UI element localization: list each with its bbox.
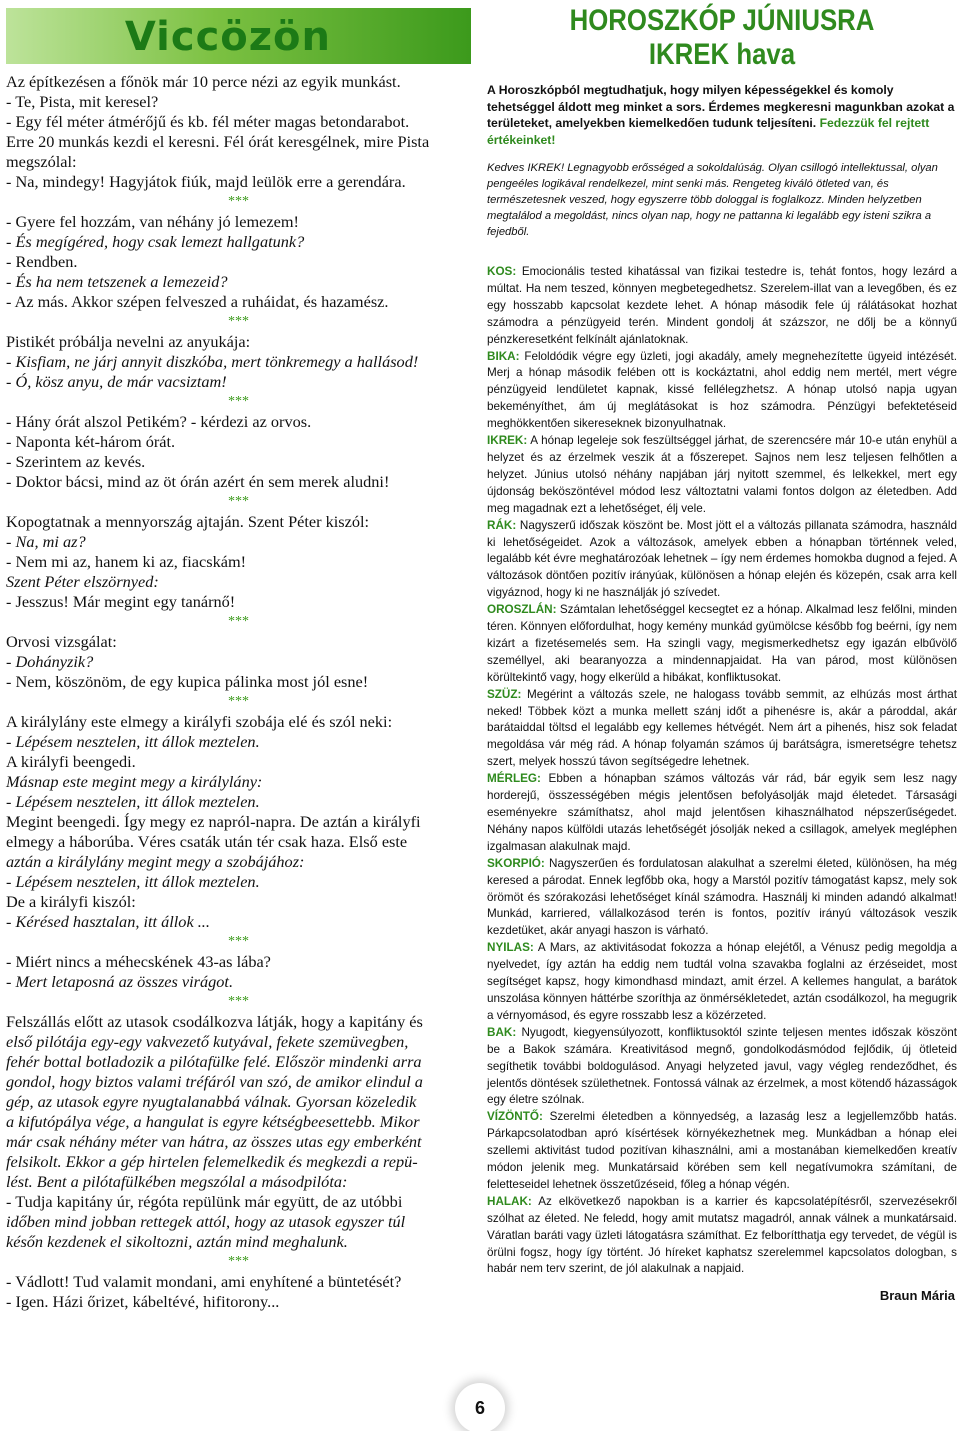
joke-line: Megint beengedi. Így megy ez napról-napra. De aztán a királyfi (6, 812, 421, 831)
sign-text: Szerelmi életedben a könnyedség, a lazaság lesz a legjellemzőbb hatás. Párkapcsolatodban apró kísértések környékezhetnek meg. Munkádban a hónap elei szellemi aktivitást tudod pozitívan kihasználni, ami a mostanában kiemelkedően kreatív módon jelenik meg. Munkatársaid körében sem kell negatívumokra számítani, de feletteseidel lehetnek összetűzéseid, főleg a hónap végén. (487, 1110, 957, 1191)
joke-line: gondol, hogy biztos valami tréfáról van szó, de amikor elindul a (6, 1072, 423, 1091)
joke-line: Erre 20 munkás kezdi el keresni. Fél órát keresgélnek, mire Pista (6, 132, 430, 151)
sign-name: KOS: (487, 265, 517, 278)
joke-line: elmegy a háborúba. Véres csaták után tér csak haza. Első este (6, 832, 408, 851)
joke-line: - Egy fél méter átmérőjű és kb. fél méter magas betondarabot. (6, 112, 410, 131)
joke-line: - Kisfiam, ne járj annyit diszkóba, mert tönkremegy a hallásod! (6, 352, 419, 371)
jokes-column (6, 8, 471, 1312)
separator-stars: *** (228, 934, 249, 949)
joke-line: - Hány órát alszol Petikém? - kérdezi az orvos. (6, 412, 312, 431)
joke-line: - Gyere fel hozzám, van néhány jó lemezem! (6, 212, 299, 231)
sign-name: SZÜZ: (487, 687, 522, 701)
sign-name: IKREK: (487, 434, 528, 448)
joke-line: - Dohányzik? (6, 652, 94, 671)
horoscope-title: HOROSZKÓP JÚNIUSRA (569, 4, 875, 37)
sign-text: A hónap legeleje sok feszültséggel járhat, de szerencsére már 10-e után enyhül a helyzet és az érzelmek veszik át a főszerepet. Sajnos nem lesz teljesen felhőtlen a helyzet. Június utolsó néhány napjában járj nyitott szemmel, és lelkekkel, mert egy újdonság beköszöntével módod lesz változtatni valami fontos dolgon az életedben. Add meg magadnak ezt a lehetőséget, élj vele. (487, 434, 957, 515)
sign-paragraph (487, 264, 957, 349)
sign-text: Ebben a hónapban számos változás vár rád, bár egyik sem lesz nagy horderejű, összességében mégis jelentősen befolyásolják majd életedet. Társasági eseményekre számíthatsz, ahol majd jelentősen kihasználhatod népszerűségedet. Néhány napos külföldi utazás lehetőségét jósolják neked a csillagok, amelyek megléphen izgalmasan alakulnak majd. (487, 772, 957, 853)
joke-line: - Kérésed hasztalan, itt állok ... (6, 912, 210, 931)
sign-name: BIKA: (487, 349, 520, 363)
sign-paragraph (487, 771, 957, 856)
sign-text: Emocionális tested kihatással van fizikai testedre is, tehát fontos, hogy lezárd a múltat. Ha nem teszed, könnyen megbetegedhetsz. Szerelem-illat van a levegőben, és ez egy hosszabb kapcsolat kezdete lehet. A hónap második fele új rálátásokat hozhat számodra a pénzügyeid terén. Mindent gondolj át százszor, ne dőlj be a könnyű pénzkeresetként felkínált ajánlatoknak. (487, 265, 957, 346)
joke-line: - Te, Pista, mit keresel? (6, 92, 159, 111)
joke-line: Felszállás előtt az utasok csodálkozva látják, hogy a kapitány és (6, 1012, 423, 1031)
horoscope-column (487, 0, 957, 1303)
joke-line: fehér bottal botladozik a pilótafülke felé. Először mindenki arra (6, 1052, 422, 1071)
joke-line: - Na, mindegy! Hagyjátok fiúk, majd leülök erre a gerendára. (6, 172, 406, 191)
joke-line: - Naponta két-három órát. (6, 432, 176, 451)
jokes-text (6, 72, 471, 1312)
joke-line: - Lépésem nesztelen, itt állok meztelen. (6, 732, 260, 751)
joke-line: Szent Péter elszörnyed: (6, 572, 159, 591)
sign-name: BAK: (487, 1025, 517, 1039)
sign-paragraph (487, 1109, 957, 1194)
joke-line: A királylány este elmegy a királyfi szobája elé és szól neki: (6, 712, 393, 731)
joke-line: - Vádlott! Tud valamit mondani, ami enyhítené a büntetését? (6, 1272, 402, 1291)
intro-text: A Horoszkópból megtudhatjuk, hogy milyen képességekkel és komoly tehetséggel áldott meg minket a sors. Érdemes megkeresni magunkban azokat a területeket, amelyekben kiemelkedően tudunk teljesíteni. (487, 83, 955, 130)
page-number: 6 (458, 1386, 502, 1430)
sign-name: VÍZÖNTŐ: (487, 1110, 543, 1124)
joke-line: későn kezdenek el sikoltozni, aztán mind meghalunk. (6, 1232, 348, 1251)
sign-paragraph (487, 433, 957, 518)
joke-line: időben mind jobban rettegek attól, hogy az utasok egyszer túl (6, 1212, 406, 1231)
sign-name: RÁK: (487, 518, 517, 532)
joke-line: - Igen. Házi őrizet, kábeltévé, hifitorony... (6, 1292, 280, 1311)
sign-list (487, 264, 957, 1278)
sign-text: Nyugodt, kiegyensúlyozott, konfliktusoktól szinte teljesen mentes időszak köszönt be a Bakok számára. Kreativitásod megnő, gondolkodásmódod fejlődik, új ötleteid segíthetik további boldogulásod. Anyagi helyzeted javul, vagy végleg rendeződhet, és jelentős döntések születhetnek. Fontossá válnak az érzelmek, a most kötendő házasságok egy életre szólnak. (487, 1025, 957, 1107)
separator-stars: *** (228, 314, 249, 329)
separator-stars: *** (228, 494, 249, 509)
intro-highlight: Fedezzük fel rejtett értékeinket! (487, 116, 930, 147)
sign-text: Az elkövetkező napokban is a karrier és kapcsolatépítésről, szervezésekről szólhat az életed. Ne feledd, hogy amit mutatsz magadról, annak válnek a munkatársaid. Váratlan baráti vagy üzleti látogatásra számíthat. Ez felborítthatja egy tervedet, de végül is örülni fogsz, hogy így történt. Jó híreket kaphatsz szerelemmel kapcsolatos dologban, s habár nem terv szerint, de jól alakulnak a napjaid. (487, 1194, 957, 1276)
horoscope-subtitle: IKREK hava (648, 38, 796, 71)
joke-line: Másnap este megint megy a királylány: (6, 772, 263, 791)
sign-text: A Mars, az aktivitásodat fokozza a hónap elejétől, a Vénusz pedig megoldja a nyelvedet, így aztán ha eddig nem tudtál volna szavakba foglalni az érzéseidet, most segítséget kapsz, hogy kimondhasd mindazt, amit érzel. A kellemes hangulat, a barátok unszolása könnyen háttérbe szoríthja az önmérsékletedet, aztán csodálkozol, ha megugrik a vérnyomásod, és egyre rosszabb lesz a közérzeted. (487, 941, 957, 1022)
joke-line: - Szerintem az kevés. (6, 452, 146, 471)
jokes-banner (6, 8, 471, 64)
joke-line: első pilótája egy-egy vakvezető kutyával, fekete szemüvegben, (6, 1032, 409, 1051)
sign-paragraph (487, 349, 957, 434)
joke-line: - Mert letaposná az összes virágot. (6, 972, 234, 991)
joke-line: Pistikét próbálja nevelni az anyukája: (6, 332, 251, 351)
joke-line: - Nem, köszönöm, de egy kupica pálinka most jól esne! (6, 672, 369, 691)
sign-paragraph (487, 1025, 957, 1110)
separator-stars: *** (228, 1254, 249, 1269)
gemini-message: Kedves IKREK! Legnagyobb erősséged a sokoldalúság. Olyan csillogó intellektussal, olyan pengeéles logikával rendelkezel, mint senki más. Rengeteg kiváló ötleted van, és természetesnek veszed, hogy egyszerre több dologgal is foglalkozz. Minden helyzetben megtalálod a megoldást, nincs olyan nap, hogy ne pattanna ki legalább egy isteni szikra a fejedből. (487, 162, 938, 238)
separator-stars: *** (228, 194, 249, 209)
joke-line: - Tudja kapitány úr, régóta repülünk már együtt, de az utóbbi (6, 1192, 403, 1211)
jokes-title: Viccözön (124, 14, 331, 60)
joke-line: - És megígéred, hogy csak lemezt hallgatunk? (6, 232, 305, 251)
sign-paragraph (487, 940, 957, 1025)
separator-stars: *** (228, 694, 249, 709)
sign-name: OROSZLÁN: (487, 603, 557, 617)
sign-paragraph (487, 602, 957, 687)
sign-text: Nagyszerűen és fordulatosan alakulhat a szerelmi életed, különösen, ha még keresed a párodat. Ennek legfőbb oka, hogy a Marstól pozitív támogatást kapsz, mely sok örömöt és szórakozási lehetőséget kínál számodra. Használj ki minden adandó alkalmat! Munkád, karriered, vállalkozásod terén is fontos, pozitív irányú változások veszik kezdetüket, akár anyagi haszon is várható. (487, 856, 957, 938)
joke-line: - Ó, kösz anyu, de már vacsiztam! (6, 372, 227, 391)
sign-name: SKORPIÓ: (487, 856, 545, 870)
sign-paragraph (487, 856, 957, 941)
joke-line: A királyfi beengedi. (6, 752, 136, 771)
horoscope-intro (487, 82, 957, 148)
author-name: Braun Mária (879, 1288, 955, 1304)
joke-line: felsikolt. Ekkor a gép hirtelen felemelkedik és megkezdi a repü- (6, 1152, 418, 1171)
joke-line: a kifutópálya vége, a hangulat is egyre kétségbeesettebb. Mikor (6, 1112, 420, 1131)
joke-line: - Lépésem nesztelen, itt állok meztelen. (6, 792, 260, 811)
joke-line: - Miért nincs a méhecskének 43-as lába? (6, 952, 271, 971)
joke-line: Kopogtatnak a mennyország ajtaján. Szent Péter kiszól: (6, 512, 370, 531)
sign-name: MÉRLEG: (487, 772, 541, 786)
sign-paragraph (487, 1194, 957, 1279)
sign-text: Megérint a változás szele, ne halogass tovább semmit, az elhúzás most árthat neked! Többek közt a munka mellett szánj időt a pihenésre is, akár a pároddal, akár barátaiddal töltsd el legalább egy kellemes hétvégét. Nem árt a pihenés, hisz sok feladat megoldása vár még rád. A hónap folyamán számos új barátságra, ismeretségre tehetsz szert, melyek hosszú távon segítségedre lehetnek. (487, 687, 957, 769)
joke-line: De a királyfi kiszól: (6, 892, 136, 911)
separator-stars: *** (228, 614, 249, 629)
joke-line: megszólal: (6, 152, 77, 171)
joke-line: már csak néhány méter van hátra, az összes utas egy emberként (6, 1132, 422, 1151)
joke-line: - Na, mi az? (6, 532, 86, 551)
joke-line: - Nem mi az, hanem ki az, fiacskám! (6, 552, 247, 571)
sign-paragraph (487, 518, 957, 603)
joke-line: Orvosi vizsgálat: (6, 632, 117, 651)
joke-line: - Jesszus! Már megint egy tanárnő! (6, 592, 236, 611)
sign-paragraph (487, 687, 957, 772)
sign-name: NYILAS: (487, 941, 534, 955)
sign-text: Feloldódik végre egy üzleti, jogi akadály, amely megnehezítette ügyeid intézését. Merj a hónap második felében ott is kockáztatni, ahol eddig nem mertél, mert végre pénzügyeid lendületet kapnak, kissé fellélegzhetsz. A hónap utolsó napja ugyan bekeményíthet, ám új meglátásokat is hoz számodra. Pénzügyi befektetéseid meghökkentően sikereseknek bizonyulhatnak. (487, 349, 957, 431)
separator-stars: *** (228, 994, 249, 1009)
joke-line: gép, az utasok egyre nyugtalanabbá válnak. Gyorsan közeledik (6, 1092, 417, 1111)
joke-line: - És ha nem tetszenek a lemezeid? (6, 272, 228, 291)
joke-line: lést. Bent a pilótafülkében megszólal a másodpilóta: (6, 1172, 348, 1191)
joke-line: - Rendben. (6, 252, 78, 271)
sign-name: HALAK: (487, 1194, 532, 1208)
separator-stars: *** (228, 394, 249, 409)
sign-text: Számtalan lehetőséggel kecsegtet ez a hónap. Alkalmad lesz felőlni, minden téren. Könnyen előfordulhat, hogy kemény munkád gyümölcse később fog beérni, így nem kizárt a fizetésemelés sem. Ha szingli vagy, megismerkedhetsz egy igazán elbűvölő személlyel, aki bearanyozza a mindennapjaidat. Ha van párod, most különösen körültekintő vagy, hogy elkerüld a hibákat, konfliktusokat. (487, 603, 957, 684)
joke-line: - Doktor bácsi, mind az öt órán azért én sem merek aludni! (6, 472, 390, 491)
joke-line: Az építkezésen a főnök már 10 perce nézi az egyik munkást. (6, 72, 401, 91)
joke-line: - Lépésem nesztelen, itt állok meztelen. (6, 872, 260, 891)
joke-line: - Az más. Akkor szépen felveszed a ruháidat, és hazamész. (6, 292, 389, 311)
sign-text: Nagyszerű időszak köszönt be. Most jött el a változás pillanata számodra, használd ki lehetőségeidet. Azok a változások, amelyek ebben a hónapban történnek veled, legalább két évre meghatározóak lehetnek – így nem érdemes homokba dugnod a fejed. A változások döntően pozitív irányúak, különösen a hónap elején és közepén, csak arra kell vigyáznod, hogy ki ne használják jó szívedet. (487, 518, 957, 600)
joke-line: aztán a királylány megint megy a szobájához: (6, 852, 305, 871)
